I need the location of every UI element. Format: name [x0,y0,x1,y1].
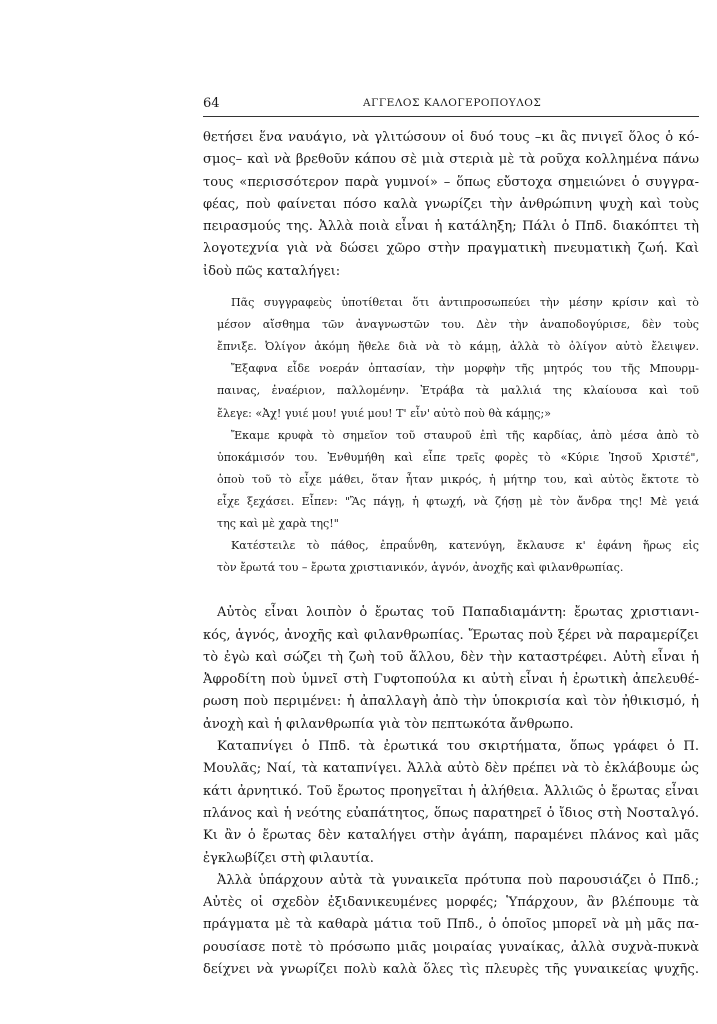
text-line: Αὐτὸς εἶναι λοιπὸν ὁ ἔρωτας τοῦ Παπαδιαμάντη: ἔρωτας χριστιανι- [217,605,699,621]
paragraph-1 [203,127,699,283]
text-line: ἐγκλωβίζει στὴ φιλαυτία. [203,850,374,866]
quote-paragraph-1 [217,292,699,358]
text-line: πειρασμούς της. Ἀλλὰ ποιὰ εἶναι ἡ κατάληξη; Πάλι ὁ Ππδ. διακόπτει τὴ [203,219,699,235]
page-number: 64 [203,96,220,111]
quote-line: της καὶ μὲ χαρὰ της!" [217,517,339,531]
running-head: ΑΓΓΕΛΟΣ ΚΑΛΟΓΕΡΟΠΟΥΛΟΣ [363,97,542,109]
quote-line: ἔλεγε: «Ἀχ! γυιέ μου! γυιέ μου! Τ' εἶν' αὐτὸ ποὺ θὰ κάμῃς;» [217,406,552,420]
paragraph-2 [203,602,699,736]
text-line: κός, ἁγνός, ἀνοχῆς καὶ φιλανθρωπίας. Ἔρωτας ποὺ ξέρει νὰ παραμερίζει [203,627,699,643]
quote-line: παινας, ἐναέριον, παλλομένην. Ἐτράβα τὰ μαλλιά της κλαίουσα καὶ τοῦ [217,384,699,398]
header-rule [203,116,699,117]
text-line: Ἀλλὰ ὑπάρχουν αὐτὰ τὰ γυναικεῖα πρότυπα ποὺ παρουσιάζει ὁ Ππδ.; [217,872,699,888]
text-line: τὸ ἐγὼ καὶ σώζει τὴ ζωὴ τοῦ ἄλλου, δὲν τὴν καταστρέφει. Αὐτὴ εἶναι ἡ [203,649,699,665]
text-line: τους «περισσότερον παρὰ γυμνοί» – ὅπως εὔστοχα σημειώνει ὁ συγγρα- [203,174,699,190]
quote-paragraph-2 [217,358,699,424]
text-line: Αὐτὲς οἱ σχεδὸν ἐξιδανικευμένες μορφές; Ὑπάρχουν, ἂν βλέπουμε τὰ [203,895,699,911]
text-line: σμος– καὶ νὰ βρεθοῦν κάπου σὲ μιὰ στεριὰ μὲ τὰ ροῦχα κολλημένα πάνω [203,152,699,168]
section-gap [203,579,699,602]
quote-paragraph-3 [217,425,699,535]
text-line: Κι ἂν ὁ ἔρωτας δὲν καταλήγει στὴν ἀγάπη, παραμένει πλάνος καὶ μᾶς [203,828,699,844]
text-line: πράγματα μὲ τὰ καθαρὰ μάτια τοῦ Ππδ., ὁ ὁποῖος μπορεῖ νὰ μὴ μᾶς πα- [203,917,699,933]
paragraph-4 [203,870,699,981]
text-line: Ἀφροδίτη ποὺ ὑμνεῖ στὴ Γυφτοπούλα κι αὐτὴ εἶναι ἡ ἐρωτικὴ ἀπελευθέ- [203,672,699,688]
quote-line: Ἔκαμε κρυφὰ τὸ σημεῖον τοῦ σταυροῦ ἐπὶ τῆς καρδίας, ἀπὸ μέσα ἀπὸ τὸ [231,428,699,442]
text-line: ἀνοχὴ καὶ ἡ φιλανθρωπία γιὰ τὸν πεπτωκότα ἄνθρωπο. [203,716,574,732]
main-text [203,127,699,981]
quote-line: ἔπνιξε. Ὀλίγον ἀκόμη ἤθελε διὰ νὰ τὸ κάμῃ, ἀλλὰ τὸ ὀλίγον αὐτὸ ἔλειψεν. [217,340,699,354]
quote-line: Κατέστειλε τὸ πάθος, ἐπραΰνθη, κατενύγη, ἔκλαυσε κ' ἐφάνη ἥρως εἰς [231,539,699,553]
quote-line: τὸν ἔρωτά του – ἔρωτα χριστιανικόν, ἁγνόν, ἀνοχῆς καὶ φιλανθρωπίας. [217,561,624,575]
text-line: ρουσίασε ποτὲ τὸ πρόσωπο μιᾶς μοιραίας γυναίκας, ἀλλὰ συχνὰ-πυκνὰ [203,939,699,955]
text-line: πλάνος καὶ ἡ νεότης εὐαπάτητος, ὅπως παρατηρεῖ ὁ ἴδιος στὴ Νοσταλγό. [203,805,699,821]
page-header [203,96,700,114]
quote-paragraph-4 [217,535,699,579]
quote-line: μέσον αἴσθημα τῶν ἀναγνωστῶν του. Δὲν τὴν ἀναποδογύρισε, δὲν τοὺς [217,318,699,332]
text-line: λογοτεχνία γιὰ νὰ δώσει χῶρο στὴν πραγματικὴ πνευματικὴ ζωή. Καὶ [203,241,699,257]
quote-line: Πᾶς συγγραφεὺς ὑποτίθεται ὅτι ἀντιπροσωπεύει τὴν μέσην κρίσιν καὶ τὸ [231,296,699,310]
block-quote [203,292,699,579]
text-line: φέας, ποὺ φαίνεται πόσο καλὰ γνωρίζει τὴν ἀνθρώπινη ψυχὴ καὶ τοὺς [203,196,699,212]
text-line: θετήσει ἕνα ναυάγιο, νὰ γλιτώσουν οἱ δυό τους –κι ἂς πνιγεῖ ὅλος ὁ κό- [203,130,699,145]
text-line: Μουλᾶς; Ναί, τὰ καταπνίγει. Ἀλλὰ αὐτὸ δὲν πρέπει νὰ τὸ ἐκλάβουμε ὡς [203,761,699,777]
quote-line: Ἔξαφνα εἶδε νοεράν ὀπτασίαν, τὴν μορφὴν τῆς μητρός του τῆς Μπουρμ- [231,362,699,376]
quote-line: ὁποὺ τοῦ τὸ εἶχε μάθει, ὅταν ἦταν μικρός, ἡ μήτηρ του, καὶ αὐτὸς ἔκτοτε τὸ [217,472,699,486]
text-line: ἰδοὺ πῶς καταλήγει: [203,263,341,279]
text-line: Καταπνίγει ὁ Ππδ. τὰ ἐρωτικά του σκιρτήματα, ὅπως γράφει ὁ Π. [217,739,699,755]
text-line: κάτι ἀρνητικό. Τοῦ ἔρωτος προηγεῖται ἡ ἀλήθεια. Ἀλλιῶς ὁ ἔρωτας εἶναι [203,783,699,799]
text-line: ρωση ποὺ περιμένει: ἡ ἀπαλλαγὴ ἀπὸ τὴν ὑποκρισία καὶ τὸν ἠθικισμό, ἡ [203,694,699,710]
paragraph-3 [203,736,699,870]
quote-line: ὑποκάμισόν του. Ἐνθυμήθη καὶ εἶπε τρεῖς φορὲς τὸ «Κύριε Ἰησοῦ Χριστέ", [217,450,699,464]
text-line: δείχνει νὰ γνωρίζει πολὺ καλὰ ὅλες τὶς πλευρὲς τῆς γυναικείας ψυχῆς. [203,962,699,978]
quote-line: εἶχε ξεχάσει. Εἶπεν: "Ἂς πάγῃ, ἡ φτωχή, νὰ ζήσῃ μὲ τὸν ἄνδρα της! Μὲ γειά [217,494,699,508]
